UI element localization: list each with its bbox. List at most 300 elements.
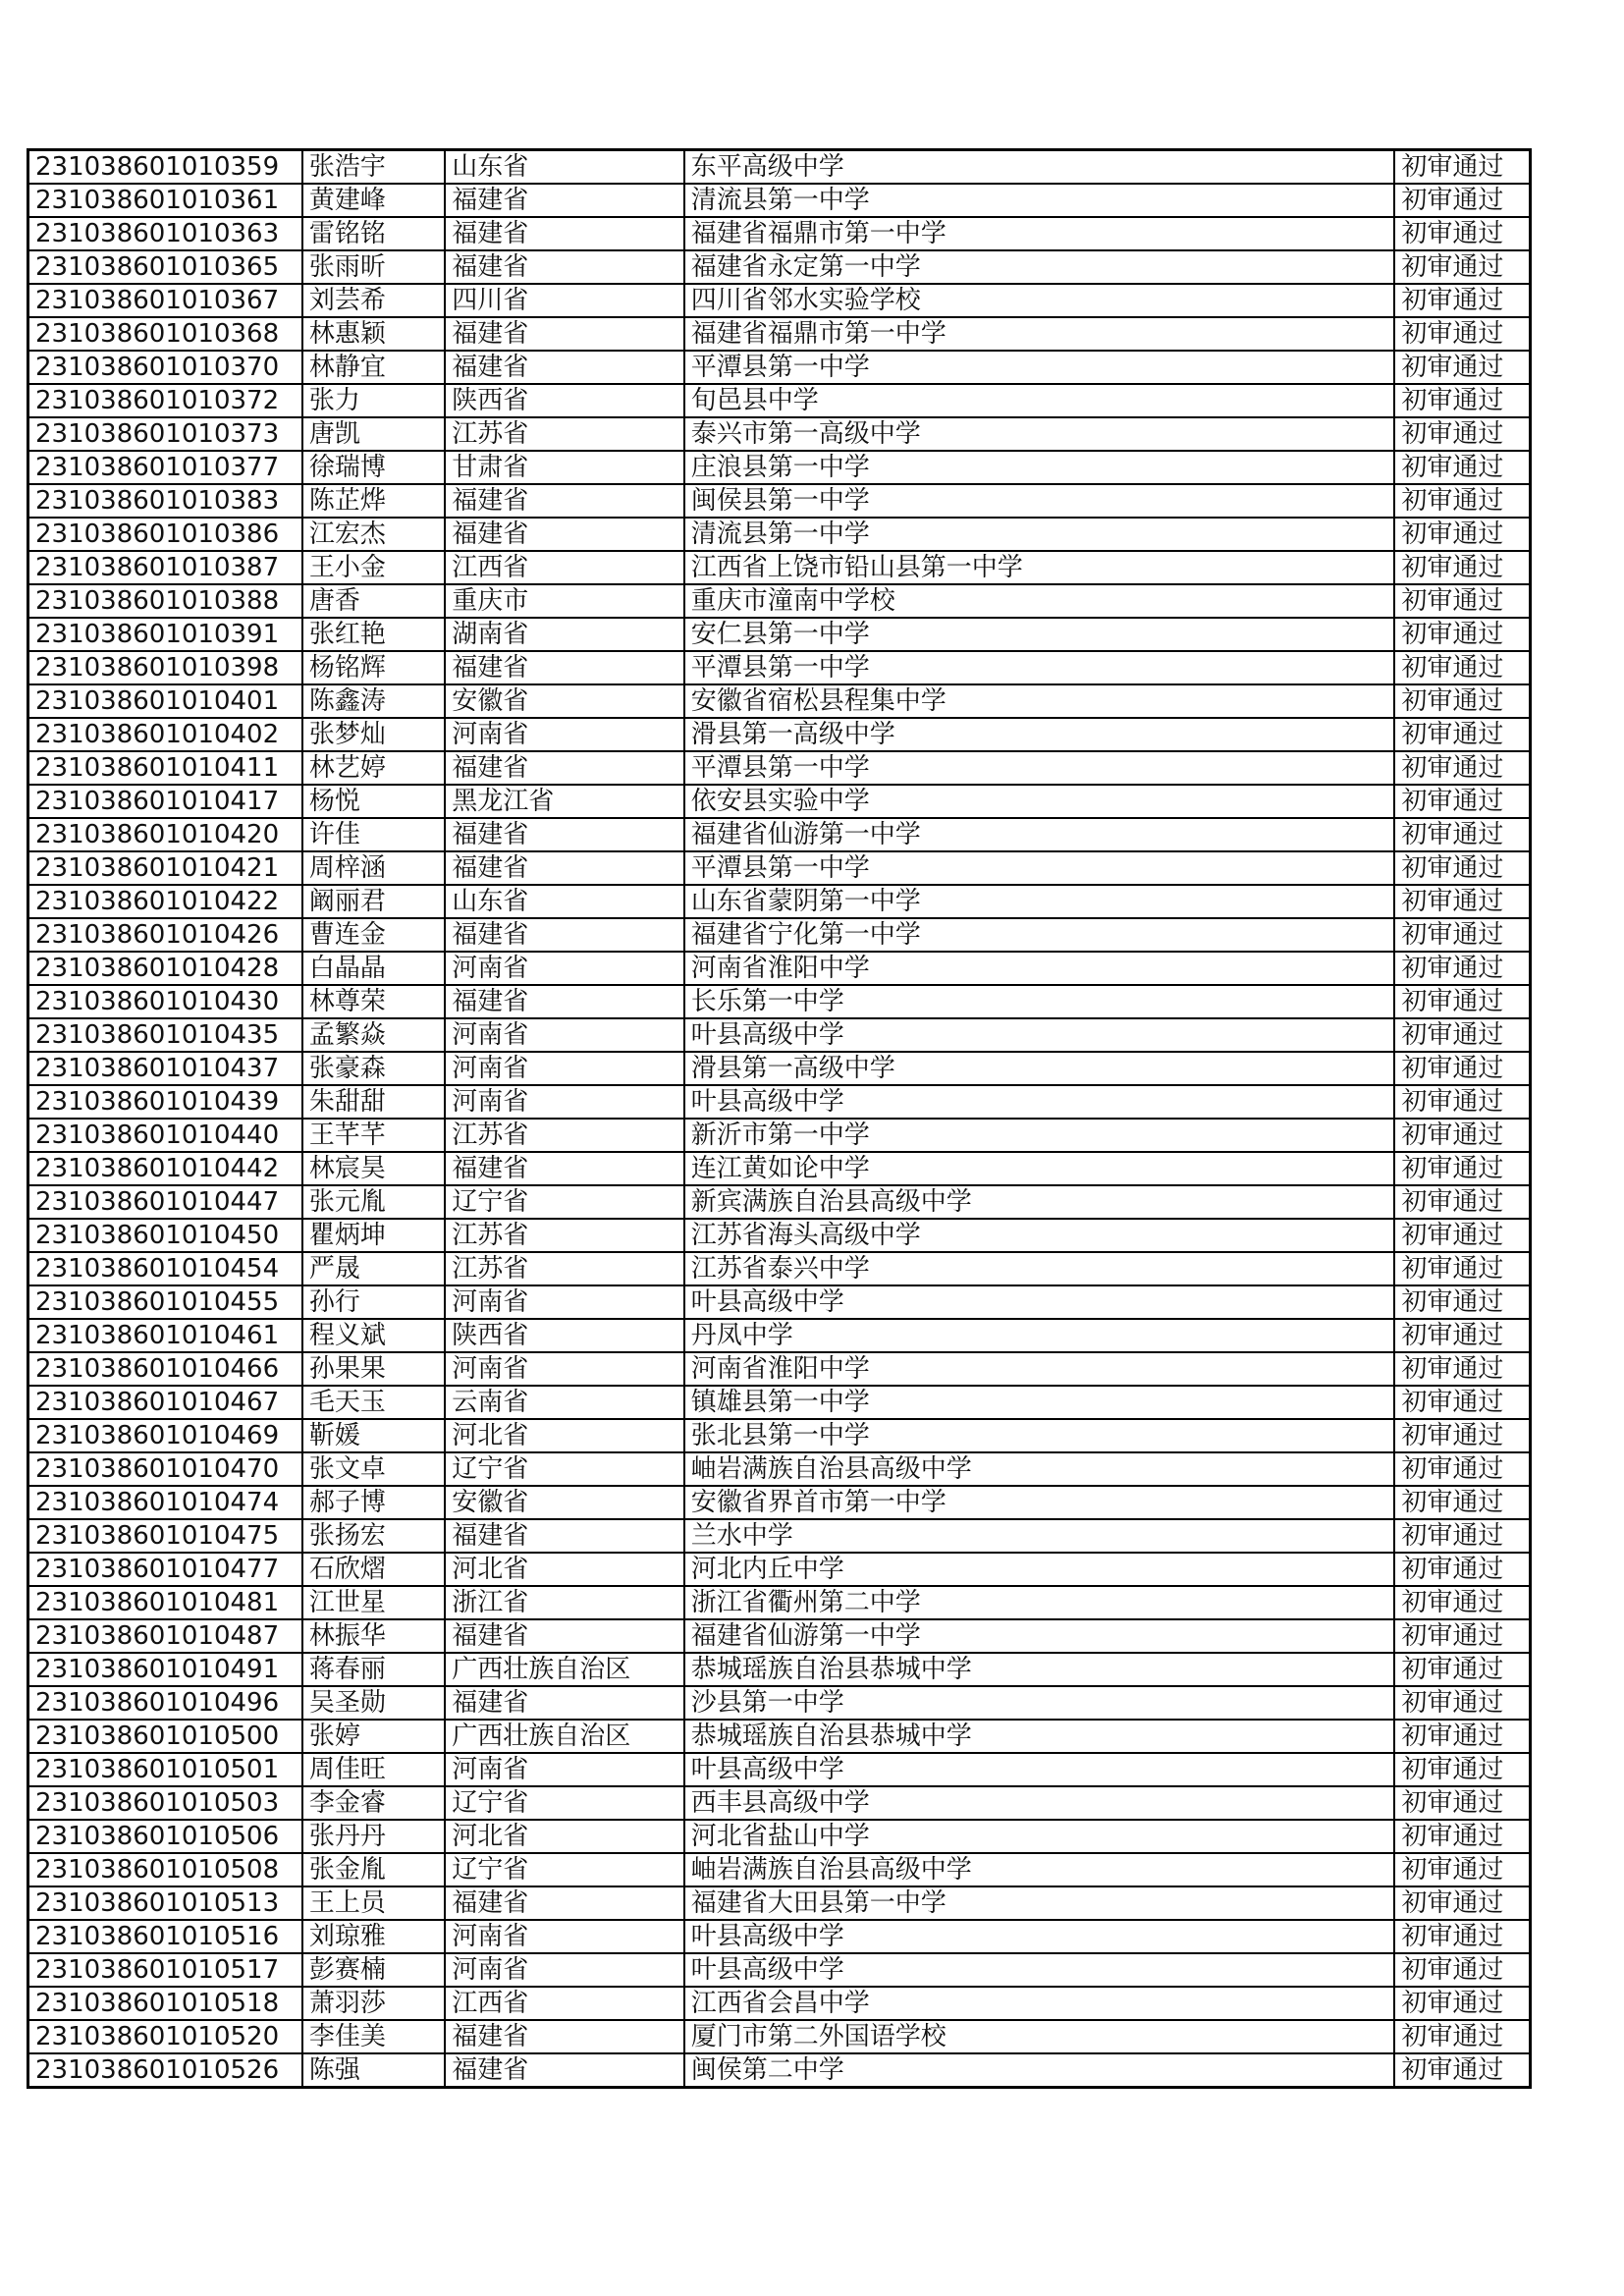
table-row bbox=[28, 1285, 1531, 1319]
cell-status: 初审通过 bbox=[1394, 1853, 1530, 1886]
cell-school: 平潭县第一中学 bbox=[684, 351, 1395, 384]
cell-candidate-id: 231038601010496 bbox=[28, 1686, 302, 1720]
cell-name: 李金睿 bbox=[302, 1786, 445, 1820]
cell-status: 初审通过 bbox=[1394, 184, 1530, 217]
cell-status: 初审通过 bbox=[1394, 1586, 1530, 1619]
table-row bbox=[28, 484, 1531, 518]
cell-name: 张元胤 bbox=[302, 1185, 445, 1219]
table-row bbox=[28, 1352, 1531, 1386]
cell-name: 张梦灿 bbox=[302, 718, 445, 751]
table-row bbox=[28, 551, 1531, 584]
cell-school: 福建省大田县第一中学 bbox=[684, 1886, 1395, 1920]
cell-status: 初审通过 bbox=[1394, 1185, 1530, 1219]
cell-school: 江西省上饶市铅山县第一中学 bbox=[684, 551, 1395, 584]
cell-name: 张浩宇 bbox=[302, 150, 445, 185]
cell-candidate-id: 231038601010469 bbox=[28, 1419, 302, 1452]
table-row bbox=[28, 1152, 1531, 1185]
cell-school: 安徽省界首市第一中学 bbox=[684, 1486, 1395, 1519]
cell-province: 山东省 bbox=[445, 150, 684, 185]
cell-status: 初审通过 bbox=[1394, 1319, 1530, 1352]
cell-name: 唐凯 bbox=[302, 417, 445, 451]
cell-candidate-id: 231038601010401 bbox=[28, 684, 302, 718]
cell-name: 严晟 bbox=[302, 1252, 445, 1285]
cell-province: 福建省 bbox=[445, 518, 684, 551]
cell-school: 江苏省泰兴中学 bbox=[684, 1252, 1395, 1285]
cell-status: 初审通过 bbox=[1394, 2020, 1530, 2053]
cell-status: 初审通过 bbox=[1394, 284, 1530, 317]
cell-school: 西丰县高级中学 bbox=[684, 1786, 1395, 1820]
table-row bbox=[28, 1519, 1531, 1553]
cell-candidate-id: 231038601010387 bbox=[28, 551, 302, 584]
cell-candidate-id: 231038601010428 bbox=[28, 952, 302, 985]
cell-school: 新宾满族自治县高级中学 bbox=[684, 1185, 1395, 1219]
cell-province: 河南省 bbox=[445, 952, 684, 985]
table-row bbox=[28, 1786, 1531, 1820]
cell-name: 王上员 bbox=[302, 1886, 445, 1920]
cell-province: 江西省 bbox=[445, 551, 684, 584]
cell-school: 镇雄县第一中学 bbox=[684, 1386, 1395, 1419]
cell-status: 初审通过 bbox=[1394, 451, 1530, 484]
cell-province: 福建省 bbox=[445, 250, 684, 284]
table-row bbox=[28, 217, 1531, 250]
cell-school: 张北县第一中学 bbox=[684, 1419, 1395, 1452]
cell-province: 福建省 bbox=[445, 1886, 684, 1920]
cell-name: 刘芸希 bbox=[302, 284, 445, 317]
table-row bbox=[28, 1252, 1531, 1285]
cell-name: 石欣熠 bbox=[302, 1553, 445, 1586]
cell-status: 初审通过 bbox=[1394, 484, 1530, 518]
cell-candidate-id: 231038601010363 bbox=[28, 217, 302, 250]
cell-status: 初审通过 bbox=[1394, 1252, 1530, 1285]
table-row bbox=[28, 1319, 1531, 1352]
cell-status: 初审通过 bbox=[1394, 1720, 1530, 1753]
cell-candidate-id: 231038601010470 bbox=[28, 1452, 302, 1486]
table-row bbox=[28, 250, 1531, 284]
cell-school: 东平高级中学 bbox=[684, 150, 1395, 185]
table-row bbox=[28, 1452, 1531, 1486]
table-row bbox=[28, 1052, 1531, 1085]
cell-province: 安徽省 bbox=[445, 1486, 684, 1519]
cell-name: 林静宜 bbox=[302, 351, 445, 384]
cell-name: 林振华 bbox=[302, 1619, 445, 1653]
cell-status: 初审通过 bbox=[1394, 1519, 1530, 1553]
cell-school: 江苏省海头高级中学 bbox=[684, 1219, 1395, 1252]
table-row bbox=[28, 584, 1531, 618]
cell-status: 初审通过 bbox=[1394, 1553, 1530, 1586]
cell-candidate-id: 231038601010526 bbox=[28, 2053, 302, 2088]
cell-province: 河南省 bbox=[445, 1352, 684, 1386]
cell-province: 重庆市 bbox=[445, 584, 684, 618]
cell-candidate-id: 231038601010411 bbox=[28, 751, 302, 785]
cell-status: 初审通过 bbox=[1394, 851, 1530, 885]
cell-candidate-id: 231038601010518 bbox=[28, 1987, 302, 2020]
cell-school: 岫岩满族自治县高级中学 bbox=[684, 1452, 1395, 1486]
cell-name: 阚丽君 bbox=[302, 885, 445, 918]
table-row bbox=[28, 317, 1531, 351]
cell-name: 黄建峰 bbox=[302, 184, 445, 217]
cell-province: 福建省 bbox=[445, 851, 684, 885]
cell-candidate-id: 231038601010487 bbox=[28, 1619, 302, 1653]
table-row bbox=[28, 818, 1531, 851]
cell-province: 江苏省 bbox=[445, 1219, 684, 1252]
cell-province: 福建省 bbox=[445, 651, 684, 684]
cell-province: 河南省 bbox=[445, 1753, 684, 1786]
cell-status: 初审通过 bbox=[1394, 150, 1530, 185]
cell-school: 河北省盐山中学 bbox=[684, 1820, 1395, 1853]
table-row bbox=[28, 150, 1531, 185]
table-row bbox=[28, 651, 1531, 684]
cell-school: 福建省永定第一中学 bbox=[684, 250, 1395, 284]
cell-school: 山东省蒙阴第一中学 bbox=[684, 885, 1395, 918]
cell-candidate-id: 231038601010474 bbox=[28, 1486, 302, 1519]
cell-status: 初审通过 bbox=[1394, 751, 1530, 785]
cell-candidate-id: 231038601010367 bbox=[28, 284, 302, 317]
cell-status: 初审通过 bbox=[1394, 1452, 1530, 1486]
applicant-table bbox=[27, 148, 1532, 2089]
cell-name: 萧羽莎 bbox=[302, 1987, 445, 2020]
table-row bbox=[28, 1586, 1531, 1619]
cell-school: 福建省仙游第一中学 bbox=[684, 818, 1395, 851]
cell-status: 初审通过 bbox=[1394, 918, 1530, 952]
table-row bbox=[28, 918, 1531, 952]
cell-candidate-id: 231038601010373 bbox=[28, 417, 302, 451]
cell-status: 初审通过 bbox=[1394, 885, 1530, 918]
cell-province: 河南省 bbox=[445, 1920, 684, 1953]
cell-candidate-id: 231038601010503 bbox=[28, 1786, 302, 1820]
cell-school: 福建省宁化第一中学 bbox=[684, 918, 1395, 952]
cell-province: 福建省 bbox=[445, 2020, 684, 2053]
cell-province: 河南省 bbox=[445, 718, 684, 751]
cell-province: 福建省 bbox=[445, 818, 684, 851]
cell-status: 初审通过 bbox=[1394, 1018, 1530, 1052]
cell-school: 平潭县第一中学 bbox=[684, 651, 1395, 684]
applicant-table-body bbox=[28, 150, 1531, 2088]
cell-name: 蒋春丽 bbox=[302, 1653, 445, 1686]
cell-school: 叶县高级中学 bbox=[684, 1285, 1395, 1319]
cell-status: 初审通过 bbox=[1394, 651, 1530, 684]
cell-name: 王小金 bbox=[302, 551, 445, 584]
cell-school: 清流县第一中学 bbox=[684, 184, 1395, 217]
cell-name: 孙果果 bbox=[302, 1352, 445, 1386]
cell-school: 旬邑县中学 bbox=[684, 384, 1395, 417]
cell-name: 许佳 bbox=[302, 818, 445, 851]
cell-status: 初审通过 bbox=[1394, 1152, 1530, 1185]
cell-province: 福建省 bbox=[445, 1152, 684, 1185]
cell-province: 甘肃省 bbox=[445, 451, 684, 484]
cell-status: 初审通过 bbox=[1394, 1386, 1530, 1419]
cell-school: 清流县第一中学 bbox=[684, 518, 1395, 551]
cell-province: 福建省 bbox=[445, 751, 684, 785]
cell-province: 福建省 bbox=[445, 1619, 684, 1653]
cell-province: 福建省 bbox=[445, 351, 684, 384]
cell-status: 初审通过 bbox=[1394, 1219, 1530, 1252]
cell-status: 初审通过 bbox=[1394, 317, 1530, 351]
table-row bbox=[28, 1753, 1531, 1786]
cell-name: 杨悦 bbox=[302, 785, 445, 818]
cell-province: 陕西省 bbox=[445, 1319, 684, 1352]
cell-school: 福建省福鼎市第一中学 bbox=[684, 317, 1395, 351]
cell-province: 福建省 bbox=[445, 217, 684, 250]
cell-name: 江世星 bbox=[302, 1586, 445, 1619]
cell-name: 毛天玉 bbox=[302, 1386, 445, 1419]
cell-candidate-id: 231038601010513 bbox=[28, 1886, 302, 1920]
cell-school: 河北内丘中学 bbox=[684, 1553, 1395, 1586]
cell-name: 陈鑫涛 bbox=[302, 684, 445, 718]
cell-name: 张文卓 bbox=[302, 1452, 445, 1486]
cell-province: 浙江省 bbox=[445, 1586, 684, 1619]
cell-candidate-id: 231038601010391 bbox=[28, 618, 302, 651]
cell-candidate-id: 231038601010516 bbox=[28, 1920, 302, 1953]
table-row bbox=[28, 1686, 1531, 1720]
cell-candidate-id: 231038601010477 bbox=[28, 1553, 302, 1586]
table-row bbox=[28, 1185, 1531, 1219]
cell-status: 初审通过 bbox=[1394, 584, 1530, 618]
cell-name: 瞿炳坤 bbox=[302, 1219, 445, 1252]
cell-name: 杨铭辉 bbox=[302, 651, 445, 684]
cell-province: 辽宁省 bbox=[445, 1853, 684, 1886]
table-row bbox=[28, 718, 1531, 751]
table-row bbox=[28, 417, 1531, 451]
cell-province: 河南省 bbox=[445, 1285, 684, 1319]
cell-candidate-id: 231038601010475 bbox=[28, 1519, 302, 1553]
cell-name: 张扬宏 bbox=[302, 1519, 445, 1553]
table-row bbox=[28, 618, 1531, 651]
table-row bbox=[28, 1386, 1531, 1419]
cell-name: 林惠颖 bbox=[302, 317, 445, 351]
cell-school: 安徽省宿松县程集中学 bbox=[684, 684, 1395, 718]
cell-name: 周梓涵 bbox=[302, 851, 445, 885]
table-row bbox=[28, 1085, 1531, 1119]
table-row bbox=[28, 1018, 1531, 1052]
cell-status: 初审通过 bbox=[1394, 785, 1530, 818]
cell-status: 初审通过 bbox=[1394, 417, 1530, 451]
cell-candidate-id: 231038601010508 bbox=[28, 1853, 302, 1886]
cell-candidate-id: 231038601010359 bbox=[28, 150, 302, 185]
table-row bbox=[28, 1486, 1531, 1519]
cell-province: 湖南省 bbox=[445, 618, 684, 651]
cell-province: 云南省 bbox=[445, 1386, 684, 1419]
cell-status: 初审通过 bbox=[1394, 551, 1530, 584]
cell-school: 浙江省衢州第二中学 bbox=[684, 1586, 1395, 1619]
cell-candidate-id: 231038601010422 bbox=[28, 885, 302, 918]
cell-name: 张丹丹 bbox=[302, 1820, 445, 1853]
cell-status: 初审通过 bbox=[1394, 1886, 1530, 1920]
cell-status: 初审通过 bbox=[1394, 1820, 1530, 1853]
cell-province: 福建省 bbox=[445, 184, 684, 217]
cell-name: 陈强 bbox=[302, 2053, 445, 2088]
cell-status: 初审通过 bbox=[1394, 1486, 1530, 1519]
cell-name: 王芊芊 bbox=[302, 1119, 445, 1152]
cell-name: 徐瑞博 bbox=[302, 451, 445, 484]
cell-province: 黑龙江省 bbox=[445, 785, 684, 818]
cell-candidate-id: 231038601010501 bbox=[28, 1753, 302, 1786]
cell-candidate-id: 231038601010447 bbox=[28, 1185, 302, 1219]
table-row bbox=[28, 785, 1531, 818]
table-row bbox=[28, 684, 1531, 718]
cell-school: 四川省邻水实验学校 bbox=[684, 284, 1395, 317]
cell-candidate-id: 231038601010368 bbox=[28, 317, 302, 351]
cell-name: 张红艳 bbox=[302, 618, 445, 651]
cell-province: 陕西省 bbox=[445, 384, 684, 417]
cell-name: 张婷 bbox=[302, 1720, 445, 1753]
cell-candidate-id: 231038601010437 bbox=[28, 1052, 302, 1085]
cell-province: 河北省 bbox=[445, 1820, 684, 1853]
cell-candidate-id: 231038601010440 bbox=[28, 1119, 302, 1152]
cell-status: 初审通过 bbox=[1394, 818, 1530, 851]
cell-school: 江西省会昌中学 bbox=[684, 1987, 1395, 2020]
cell-candidate-id: 231038601010377 bbox=[28, 451, 302, 484]
cell-status: 初审通过 bbox=[1394, 217, 1530, 250]
cell-province: 江苏省 bbox=[445, 1119, 684, 1152]
cell-school: 厦门市第二外国语学校 bbox=[684, 2020, 1395, 2053]
cell-school: 滑县第一高级中学 bbox=[684, 1052, 1395, 1085]
cell-school: 重庆市潼南中学校 bbox=[684, 584, 1395, 618]
cell-name: 孟繁焱 bbox=[302, 1018, 445, 1052]
cell-candidate-id: 231038601010421 bbox=[28, 851, 302, 885]
cell-school: 丹凤中学 bbox=[684, 1319, 1395, 1352]
cell-candidate-id: 231038601010455 bbox=[28, 1285, 302, 1319]
cell-province: 福建省 bbox=[445, 985, 684, 1018]
cell-province: 辽宁省 bbox=[445, 1452, 684, 1486]
cell-school: 平潭县第一中学 bbox=[684, 751, 1395, 785]
cell-school: 连江黄如论中学 bbox=[684, 1152, 1395, 1185]
table-row bbox=[28, 184, 1531, 217]
cell-candidate-id: 231038601010520 bbox=[28, 2020, 302, 2053]
cell-province: 河南省 bbox=[445, 1085, 684, 1119]
table-row bbox=[28, 1653, 1531, 1686]
cell-candidate-id: 231038601010370 bbox=[28, 351, 302, 384]
cell-status: 初审通过 bbox=[1394, 384, 1530, 417]
table-row bbox=[28, 1953, 1531, 1987]
cell-candidate-id: 231038601010383 bbox=[28, 484, 302, 518]
cell-province: 河北省 bbox=[445, 1419, 684, 1452]
cell-school: 平潭县第一中学 bbox=[684, 851, 1395, 885]
cell-name: 陈芷烨 bbox=[302, 484, 445, 518]
cell-name: 靳媛 bbox=[302, 1419, 445, 1452]
cell-status: 初审通过 bbox=[1394, 1686, 1530, 1720]
cell-candidate-id: 231038601010388 bbox=[28, 584, 302, 618]
cell-name: 彭赛楠 bbox=[302, 1953, 445, 1987]
cell-school: 兰水中学 bbox=[684, 1519, 1395, 1553]
cell-school: 叶县高级中学 bbox=[684, 1953, 1395, 1987]
cell-province: 四川省 bbox=[445, 284, 684, 317]
cell-school: 依安县实验中学 bbox=[684, 785, 1395, 818]
cell-name: 周佳旺 bbox=[302, 1753, 445, 1786]
table-row bbox=[28, 1853, 1531, 1886]
table-row bbox=[28, 1419, 1531, 1452]
cell-school: 叶县高级中学 bbox=[684, 1018, 1395, 1052]
cell-province: 福建省 bbox=[445, 317, 684, 351]
cell-province: 河南省 bbox=[445, 1953, 684, 1987]
table-row bbox=[28, 284, 1531, 317]
table-row bbox=[28, 1987, 1531, 2020]
cell-province: 江西省 bbox=[445, 1987, 684, 2020]
cell-status: 初审通过 bbox=[1394, 1653, 1530, 1686]
cell-candidate-id: 231038601010466 bbox=[28, 1352, 302, 1386]
cell-candidate-id: 231038601010450 bbox=[28, 1219, 302, 1252]
cell-name: 刘琼雅 bbox=[302, 1920, 445, 1953]
cell-status: 初审通过 bbox=[1394, 1953, 1530, 1987]
cell-province: 福建省 bbox=[445, 918, 684, 952]
table-row bbox=[28, 1219, 1531, 1252]
cell-candidate-id: 231038601010365 bbox=[28, 250, 302, 284]
cell-province: 江苏省 bbox=[445, 1252, 684, 1285]
cell-status: 初审通过 bbox=[1394, 684, 1530, 718]
table-row bbox=[28, 451, 1531, 484]
table-row bbox=[28, 885, 1531, 918]
cell-name: 李佳美 bbox=[302, 2020, 445, 2053]
cell-name: 张力 bbox=[302, 384, 445, 417]
cell-name: 江宏杰 bbox=[302, 518, 445, 551]
cell-candidate-id: 231038601010361 bbox=[28, 184, 302, 217]
cell-status: 初审通过 bbox=[1394, 952, 1530, 985]
table-row bbox=[28, 1886, 1531, 1920]
cell-candidate-id: 231038601010417 bbox=[28, 785, 302, 818]
table-row bbox=[28, 1619, 1531, 1653]
table-row bbox=[28, 952, 1531, 985]
cell-status: 初审通过 bbox=[1394, 518, 1530, 551]
cell-school: 河南省淮阳中学 bbox=[684, 1352, 1395, 1386]
cell-name: 郝子博 bbox=[302, 1486, 445, 1519]
cell-province: 河南省 bbox=[445, 1052, 684, 1085]
cell-province: 福建省 bbox=[445, 1519, 684, 1553]
table-row bbox=[28, 985, 1531, 1018]
table-row bbox=[28, 1720, 1531, 1753]
cell-school: 岫岩满族自治县高级中学 bbox=[684, 1853, 1395, 1886]
cell-name: 张雨昕 bbox=[302, 250, 445, 284]
cell-status: 初审通过 bbox=[1394, 1419, 1530, 1452]
cell-candidate-id: 231038601010398 bbox=[28, 651, 302, 684]
cell-status: 初审通过 bbox=[1394, 1753, 1530, 1786]
cell-name: 曹连金 bbox=[302, 918, 445, 952]
cell-province: 辽宁省 bbox=[445, 1185, 684, 1219]
cell-school: 安仁县第一中学 bbox=[684, 618, 1395, 651]
cell-name: 吴圣勋 bbox=[302, 1686, 445, 1720]
cell-candidate-id: 231038601010435 bbox=[28, 1018, 302, 1052]
cell-school: 新沂市第一中学 bbox=[684, 1119, 1395, 1152]
cell-province: 福建省 bbox=[445, 1686, 684, 1720]
cell-school: 叶县高级中学 bbox=[684, 1920, 1395, 1953]
cell-status: 初审通过 bbox=[1394, 2053, 1530, 2088]
table-row bbox=[28, 751, 1531, 785]
cell-candidate-id: 231038601010442 bbox=[28, 1152, 302, 1185]
cell-candidate-id: 231038601010386 bbox=[28, 518, 302, 551]
table-row bbox=[28, 2053, 1531, 2088]
cell-province: 山东省 bbox=[445, 885, 684, 918]
table-row bbox=[28, 2020, 1531, 2053]
cell-candidate-id: 231038601010481 bbox=[28, 1586, 302, 1619]
table-row bbox=[28, 851, 1531, 885]
table-row bbox=[28, 1119, 1531, 1152]
cell-province: 福建省 bbox=[445, 484, 684, 518]
cell-school: 恭城瑶族自治县恭城中学 bbox=[684, 1653, 1395, 1686]
cell-candidate-id: 231038601010461 bbox=[28, 1319, 302, 1352]
cell-school: 叶县高级中学 bbox=[684, 1085, 1395, 1119]
cell-name: 白晶晶 bbox=[302, 952, 445, 985]
cell-name: 朱甜甜 bbox=[302, 1085, 445, 1119]
cell-status: 初审通过 bbox=[1394, 718, 1530, 751]
cell-status: 初审通过 bbox=[1394, 1085, 1530, 1119]
cell-school: 沙县第一中学 bbox=[684, 1686, 1395, 1720]
cell-school: 庄浪县第一中学 bbox=[684, 451, 1395, 484]
cell-school: 福建省福鼎市第一中学 bbox=[684, 217, 1395, 250]
cell-province: 江苏省 bbox=[445, 417, 684, 451]
table-row bbox=[28, 384, 1531, 417]
cell-name: 林宸昊 bbox=[302, 1152, 445, 1185]
cell-school: 滑县第一高级中学 bbox=[684, 718, 1395, 751]
cell-school: 长乐第一中学 bbox=[684, 985, 1395, 1018]
cell-status: 初审通过 bbox=[1394, 1920, 1530, 1953]
